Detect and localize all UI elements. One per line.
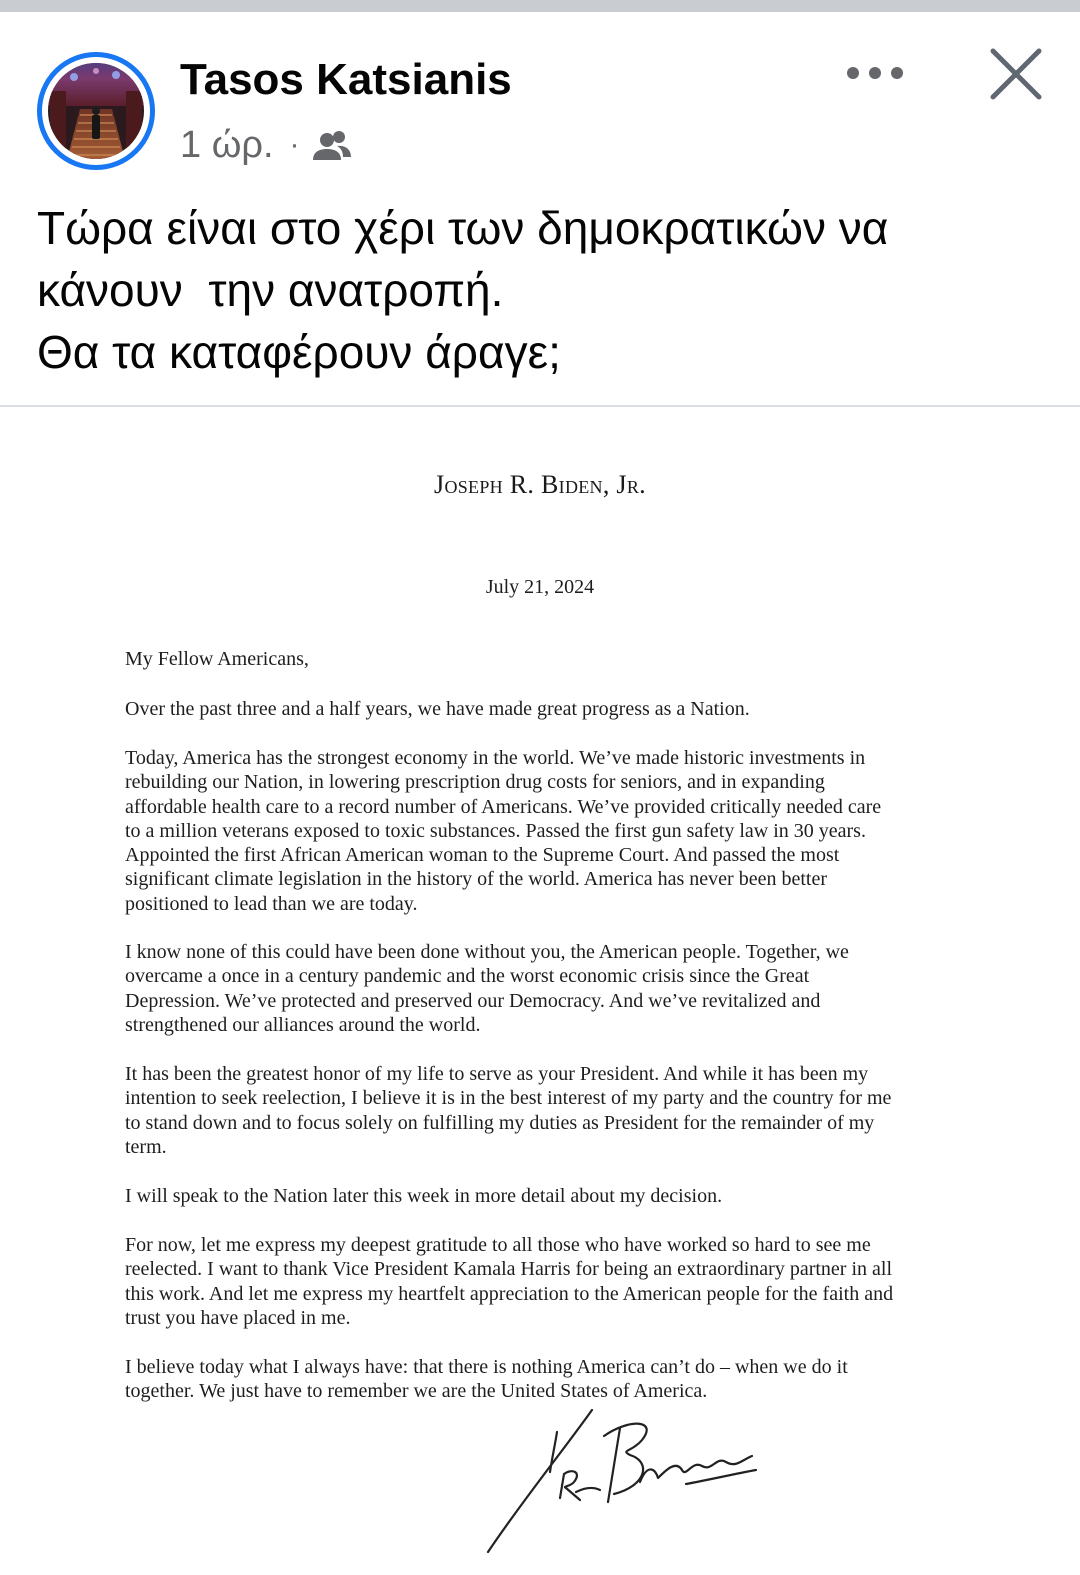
letter-line: to a million veterans exposed to toxic substances. Passed the first gun safety law in 30 years. — [125, 819, 866, 842]
letter-paragraph — [125, 1233, 945, 1330]
letter-line: I know none of this could have been done without you, the American people. Together, we — [125, 941, 849, 963]
letter-line: intention to seek reelection, I believe it is in the best interest of my party and the country for me — [125, 1087, 892, 1110]
letter-paragraph — [125, 697, 945, 721]
letter-line: reelected. I want to thank Vice President Kamala Harris for being an extraordinary partner in all — [125, 1258, 893, 1281]
close-icon[interactable] — [985, 43, 1047, 105]
letter-line: Today, America has the strongest economy in the world. We’ve made historic investments in — [125, 747, 866, 769]
author-name[interactable]: Tasos Katsianis — [180, 55, 512, 104]
meta-separator: · — [289, 128, 300, 161]
post-timestamp[interactable]: 1 ώρ. — [180, 124, 274, 166]
post-text — [37, 197, 1057, 383]
letter-line: affordable health care to a record number of Americans. We’ve provided critically needed care — [125, 795, 882, 818]
group-icon[interactable] — [312, 129, 352, 161]
letter-line: I believe today what I always have: that there is nothing America can’t do – when we do it — [125, 1356, 848, 1378]
letter-line: significant climate legislation in the history of the world. America has never been better — [125, 868, 828, 891]
letter-line: this work. And let me express my heartfelt appreciation to the American people for the faith and — [125, 1282, 894, 1305]
post-text-line: κάνουν την ανατροπή. — [37, 264, 504, 316]
letter-line: Appointed the first African American woman to the Supreme Court. And passed the most — [125, 844, 840, 867]
letter-salutation-block — [125, 647, 945, 671]
letter-line: together. We just have to remember we are the United States of America. — [125, 1380, 708, 1403]
letter-line: overcame a once in a century pandemic and the worst economic crisis since the Great — [125, 965, 810, 988]
letter-date: July 21, 2024 — [485, 576, 595, 598]
post-text-line: Θα τα καταφέρουν άραγε; — [37, 326, 561, 378]
avatar[interactable] — [36, 51, 156, 171]
more-options-icon[interactable] — [840, 50, 912, 96]
letter-paragraph — [125, 1184, 945, 1208]
post-meta — [180, 122, 352, 168]
top-bar — [0, 0, 1080, 12]
letter-paragraph — [125, 746, 945, 916]
letterhead: Joseph R. Biden, Jr. — [434, 470, 646, 499]
letter-paragraph — [125, 1062, 945, 1159]
letter-line: rebuilding our Nation, in lowering prescription drug costs for seniors, and in expanding — [125, 771, 825, 794]
letter-line: trust you have placed in me. — [125, 1306, 351, 1329]
letter-line: term. — [125, 1135, 167, 1158]
letter-paragraph — [125, 1355, 945, 1404]
post-text-line: Τώρα είναι στο χέρι των δημοκρατικών να — [37, 202, 889, 254]
letter-salutation: My Fellow Americans, — [125, 648, 309, 670]
letter-paragraph — [125, 940, 945, 1037]
letter-line: strengthened our alliances around the world. — [125, 1013, 481, 1036]
letter-line: It has been the greatest honor of my life to serve as your President. And while it has been my — [125, 1063, 869, 1085]
post-photo-letter[interactable] — [0, 407, 1080, 1575]
letter-line: Depression. We’ve protected and preserved our Democracy. And we’ve revitalized and — [125, 989, 821, 1012]
letter-line: to stand down and to focus solely on fulfilling my duties as President for the remainder of my — [125, 1111, 875, 1134]
signature-icon — [480, 1400, 770, 1560]
letter-line: positioned to lead than we are today. — [125, 892, 418, 915]
letter-line: Over the past three and a half years, we have made great progress as a Nation. — [125, 698, 750, 720]
letter-line: I will speak to the Nation later this week in more detail about my decision. — [125, 1185, 723, 1207]
letter-line: For now, let me express my deepest gratitude to all those who have worked so hard to see me — [125, 1234, 871, 1256]
